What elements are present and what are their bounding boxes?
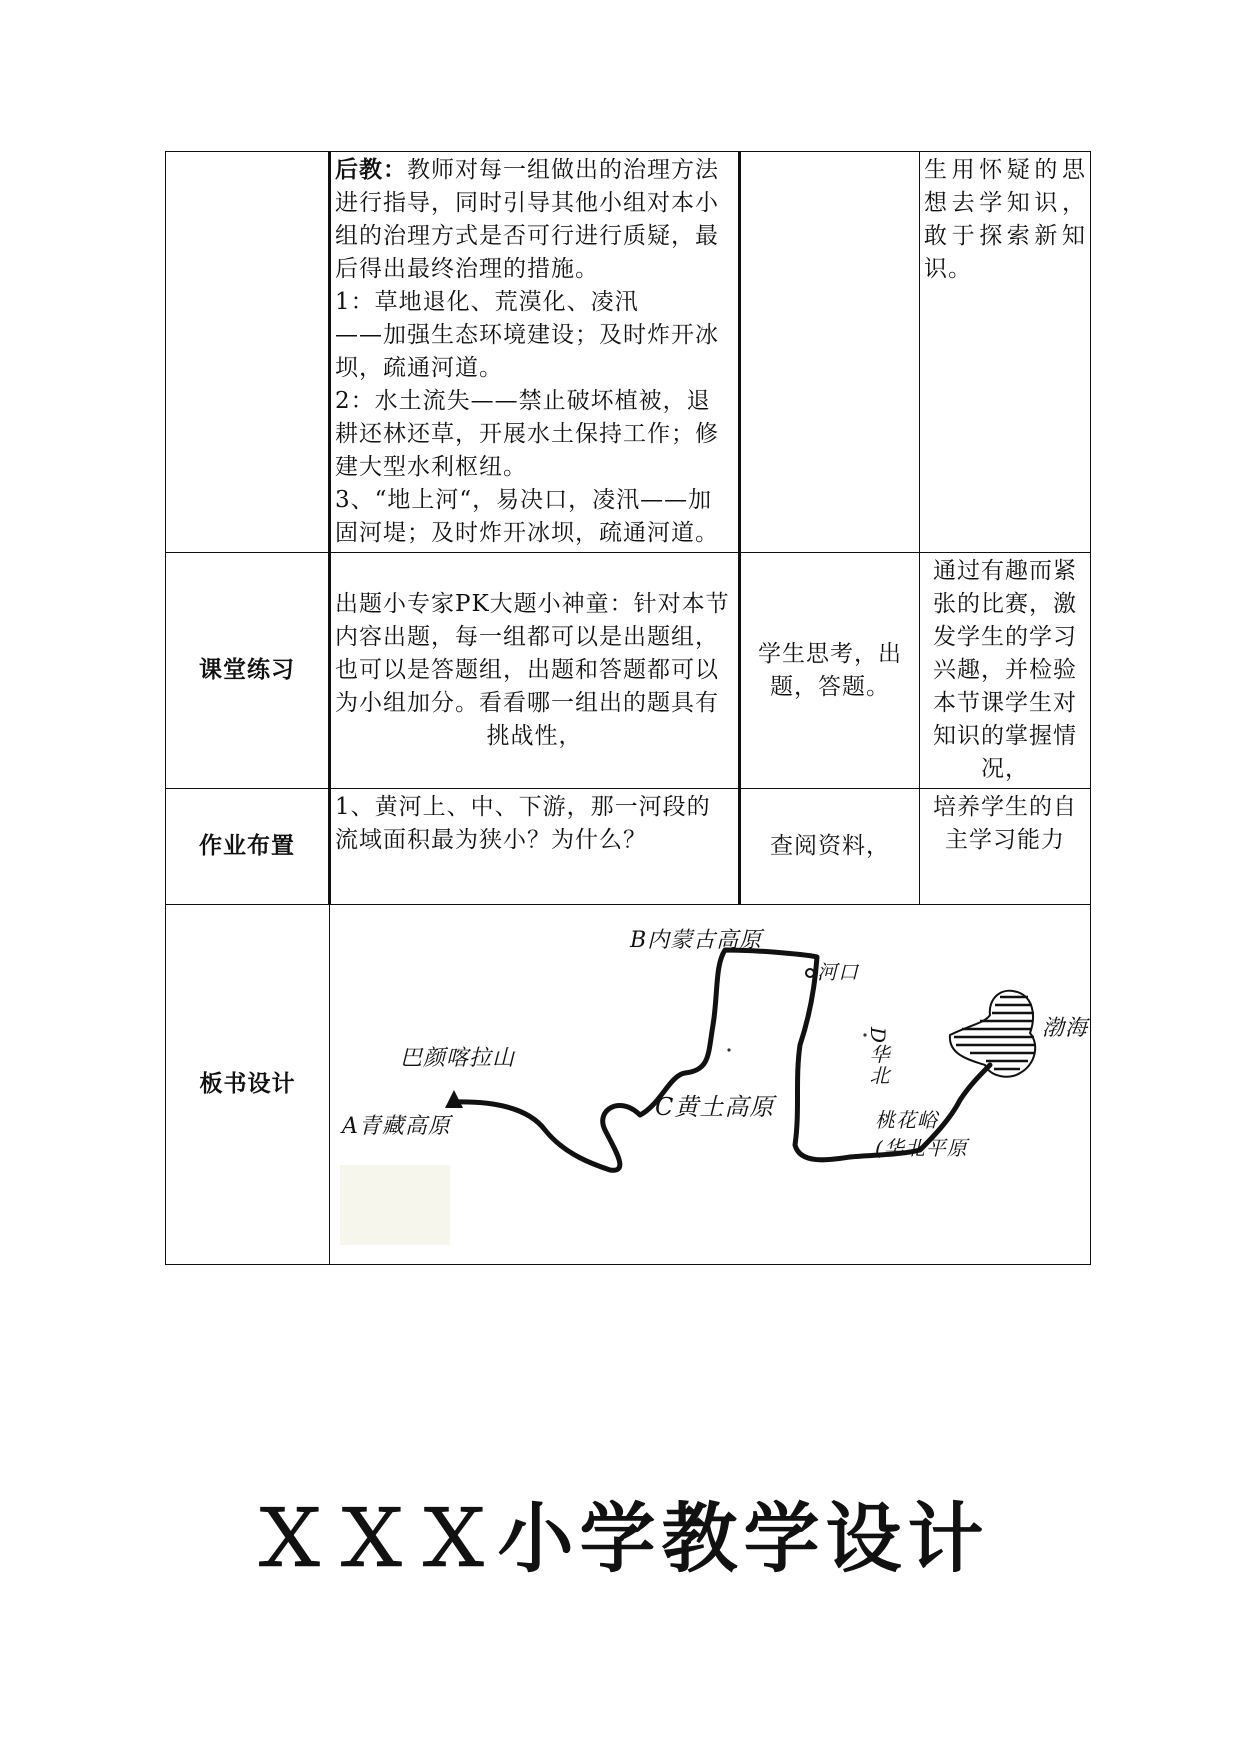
pencil-dot bbox=[727, 1048, 730, 1051]
teaching-content-cell bbox=[330, 152, 740, 553]
practice-content: 出题小专家PK大题小神童：针对本节内容出题，每一组都可以是出题组，也可以是答题组，出题和答题都可以为小组加分。看看哪一组出的题具有 bbox=[335, 591, 730, 716]
teaching-point-1-measures: ——加强生态环境建设；及时炸开冰坝，疏通河道。 bbox=[335, 322, 719, 381]
hekou-marker-icon bbox=[806, 969, 814, 977]
teaching-point-2: 2：水土流失——禁止破坏植被，退耕还林还草，开展水土保持工作；修建大型水利枢纽。 bbox=[335, 388, 719, 480]
homework-student-activity: 查阅资料， bbox=[740, 789, 920, 905]
table-row-homework bbox=[166, 789, 1091, 905]
label-c-loess-plateau: C黄土高原 bbox=[655, 1093, 775, 1121]
label-b-inner-mongolia-plateau: B内蒙古高原 bbox=[630, 928, 763, 953]
bohai-sea-shape bbox=[950, 991, 1036, 1077]
label-d-north-china: D华北 bbox=[866, 1027, 890, 1087]
yellow-river-sketch bbox=[330, 905, 1089, 1261]
row-label-practice: 课堂练习 bbox=[166, 553, 330, 789]
teaching-student-activity bbox=[740, 152, 920, 553]
table-row-teaching bbox=[166, 152, 1091, 553]
label-a-qinghai-tibet-plateau: A青藏高原 bbox=[342, 1114, 451, 1139]
table-row-board bbox=[166, 905, 1091, 1265]
label-bayankala-mountain: 巴颜喀拉山 bbox=[400, 1046, 516, 1071]
label-north-china-plain: (华北平原 bbox=[875, 1136, 968, 1160]
lesson-plan-table bbox=[165, 151, 1091, 1265]
homework-content: 1、黄河上、中、下游，那一河段的流域面积最为狭小？为什么？ bbox=[330, 789, 740, 905]
teaching-content-intro: 教师对每一组做出的治理方法进行指导，同时引导其他小组对本小组的治理方式是否可行进行质疑，最后得出最终治理的措施。 bbox=[335, 157, 719, 282]
mountain-triangle-icon bbox=[445, 1090, 463, 1108]
board-sketch-cell bbox=[330, 905, 1091, 1265]
label-taohuayu: 桃花峪 bbox=[875, 1108, 938, 1132]
practice-student-activity: 学生思考，出题，答题。 bbox=[740, 553, 920, 789]
practice-goal: 通过有趣而紧张的比赛，激发学生的学习兴趣，并检验本节课学生对知识的掌握情况， bbox=[920, 553, 1091, 789]
teaching-content-lead: 后教： bbox=[335, 157, 407, 183]
row-label-board: 板书设计 bbox=[166, 905, 330, 1265]
teaching-point-3: 3、“地上河“，易决口，凌汛——加固河堤；及时炸开冰坝，疏通河道。 bbox=[335, 487, 719, 546]
practice-content-tail: 挑战性， bbox=[486, 723, 583, 749]
table-row-practice bbox=[166, 553, 1091, 789]
teaching-point-1: 1：草地退化、荒漠化、凌汛 bbox=[335, 289, 639, 315]
homework-goal: 培养学生的自主学习能力 bbox=[920, 789, 1091, 905]
row-label-teaching bbox=[166, 152, 330, 553]
page-footer-title: ＸＸＸ小学教学设计 bbox=[251, 1494, 990, 1583]
teaching-goal: 生用怀疑的思想去学知识，敢于探索新知识。 bbox=[920, 152, 1091, 553]
paper-smudge bbox=[340, 1165, 450, 1245]
label-hekou: 河口 bbox=[817, 960, 859, 984]
row-label-homework: 作业布置 bbox=[166, 789, 330, 905]
practice-content-cell bbox=[330, 553, 740, 789]
label-bohai-sea: 渤海 bbox=[1042, 1016, 1089, 1041]
